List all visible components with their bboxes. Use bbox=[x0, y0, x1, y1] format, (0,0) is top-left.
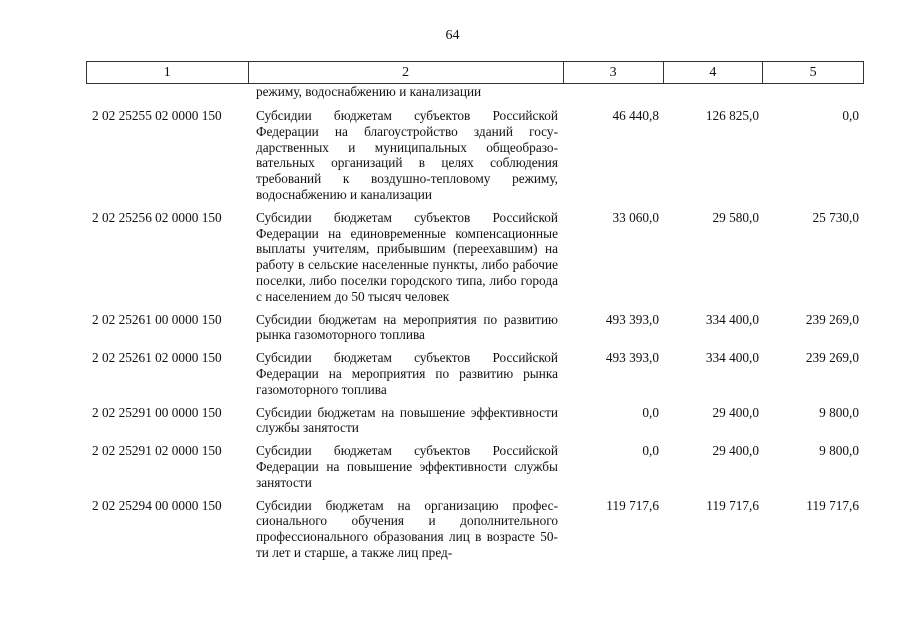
table-row bbox=[86, 498, 864, 561]
value-col-4: 29 400,0 bbox=[712, 443, 759, 459]
header-col-5: 5 bbox=[809, 64, 817, 80]
value-col-5: 0,0 bbox=[842, 108, 859, 123]
header-col-2: 2 bbox=[249, 62, 564, 83]
table-row bbox=[86, 108, 864, 203]
table-row bbox=[86, 312, 864, 344]
header-col-3: 3 bbox=[564, 62, 664, 83]
budget-code: 2 02 25291 02 0000 150 bbox=[92, 443, 222, 459]
value-col-4: 334 400,0 bbox=[705, 350, 759, 366]
row-description: Субсидии бюджетам субъектов Российской Федерации на повышение эффективности службы занятости bbox=[256, 443, 558, 490]
table-row bbox=[86, 210, 864, 305]
row-description: Субсидии бюджетам на организацию профессионального обучения и дополнительного профессионального образования лиц в возрасте 50-ти лет и старше, а также лиц пред- bbox=[256, 497, 558, 560]
budget-code: 2 02 25294 00 0000 150 bbox=[92, 497, 222, 513]
value-col-3: 0,0 bbox=[642, 404, 659, 420]
budget-code: 2 02 25256 02 0000 150 bbox=[92, 209, 222, 225]
value-col-5: 119 717,6 bbox=[806, 497, 859, 513]
row-description: Субсидии бюджетам субъектов Российской Федерации на мероприятия по развитию рынка газомоторного топлива bbox=[256, 350, 558, 397]
budget-code: 2 02 25255 02 0000 150 bbox=[92, 108, 222, 123]
value-col-3: 33 060,0 bbox=[612, 209, 659, 225]
value-col-3: 46 440,8 bbox=[612, 108, 659, 123]
table-header bbox=[86, 61, 864, 84]
value-col-3: 119 717,6 bbox=[606, 497, 659, 513]
table-row bbox=[86, 350, 864, 397]
value-col-4: 334 400,0 bbox=[705, 311, 759, 327]
value-col-3: 493 393,0 bbox=[605, 350, 659, 366]
value-col-3: 0,0 bbox=[642, 443, 659, 459]
header-col-1: 1 bbox=[87, 62, 249, 83]
row-description: Субсидии бюджетам на мероприятия по развитию рынка газомоторного топлива bbox=[256, 311, 558, 343]
value-col-5: 25 730,0 bbox=[812, 209, 859, 225]
value-col-4: 119 717,6 bbox=[706, 497, 759, 513]
value-col-4: 29 400,0 bbox=[712, 404, 759, 420]
row-description: Субсидии бюджетам субъектов Российской Федерации на единовременные компенсационные выплаты учителям, прибывшим (переехавшим) на работу в сельские населенные пункты, либо рабочие поселки, либо поселки городского типа, либо города с населением до 50 тысяч человек bbox=[256, 209, 558, 304]
table-row bbox=[86, 405, 864, 437]
page-number: 64 bbox=[445, 28, 460, 43]
value-col-5: 9 800,0 bbox=[819, 443, 859, 459]
value-col-4: 126 825,0 bbox=[705, 108, 759, 123]
row-description: Субсидии бюджетам на повышение эффективности службы занятости bbox=[256, 404, 558, 436]
table-row bbox=[86, 443, 864, 490]
value-col-5: 239 269,0 bbox=[805, 350, 859, 366]
budget-code: 2 02 25261 00 0000 150 bbox=[92, 311, 222, 327]
continuation-text: режиму, водоснабжению и канализации bbox=[256, 84, 482, 99]
value-col-5: 239 269,0 bbox=[805, 311, 859, 327]
budget-code: 2 02 25261 02 0000 150 bbox=[92, 350, 222, 366]
budget-code: 2 02 25291 00 0000 150 bbox=[92, 404, 222, 420]
row-description: Субсидии бюджетам субъектов Российской Федерации на благоустройство зданий государственных и муниципальных общеобразовательных организаций в целях соблюдения требований к воздушно-тепловому режиму, водоснабжению и канализации bbox=[256, 108, 558, 202]
value-col-3: 493 393,0 bbox=[605, 311, 659, 327]
header-col-4: 4 bbox=[664, 62, 764, 83]
value-col-5: 9 800,0 bbox=[819, 404, 859, 420]
value-col-4: 29 580,0 bbox=[712, 209, 759, 225]
table-body bbox=[86, 108, 864, 568]
